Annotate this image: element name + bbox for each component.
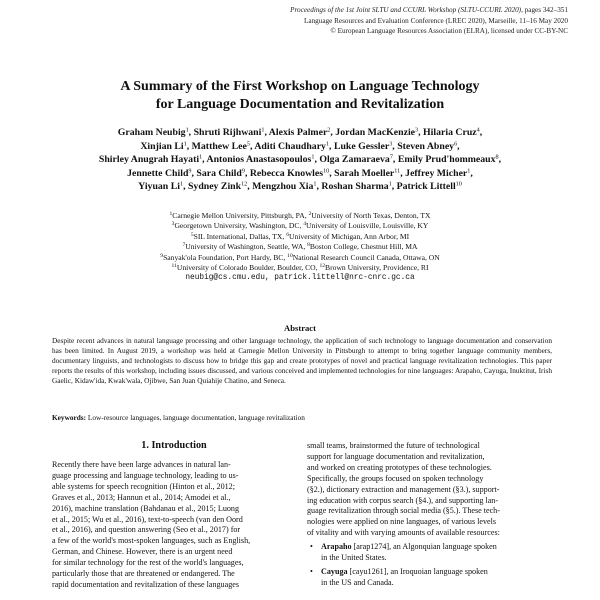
author-line: Yiyuan Li$^1$, Sydney Zink$^{12}$, Mengzhou Xia$^1$, Roshan Sharma$^1$, Patrick Littell$^{10}$ (138, 180, 462, 193)
affiliation-number: 3 (171, 221, 175, 228)
introduction-paragraph (52, 460, 296, 591)
affiliation-name: University of Washington, Seattle, WA, (185, 242, 308, 252)
author-name: Matthew Lee (191, 140, 247, 152)
author-affiliation-number: 6 (454, 140, 458, 148)
author-name: Steven Abney (397, 140, 455, 152)
author-affiliation-number: 1 (467, 167, 471, 175)
bullet-line (321, 542, 551, 553)
author-name: Jeffrey Micher (405, 167, 468, 179)
title-line-2: for Language Documentation and Revitalization (155, 97, 445, 112)
author-name: Patrick Littell (396, 181, 456, 193)
affiliation-number: 10 (287, 252, 293, 259)
text-line: small teams, brainstormed the future of technological (307, 441, 480, 450)
affiliation-line (20, 242, 580, 252)
right-column-paragraph (307, 441, 551, 539)
author-line: Shirley Anugrah Hayati$^1$, Antonios Anastasopoulos$^1$, Olga Zamaraeva$^7$, Emily Prud'hommeaux$^8$, (98, 153, 502, 166)
author-affiliation-number: 9 (241, 167, 245, 175)
title-line-1: A Summary of the First Workshop on Language Technology (120, 79, 480, 94)
author-affiliation-number: 12 (241, 180, 248, 188)
affiliation-line (20, 253, 580, 263)
author-name: Sara Child (196, 167, 242, 179)
affiliation-name: University of Louisville, Louisville, KY (306, 221, 429, 231)
affiliations (20, 211, 580, 284)
header-line-1: Proceedings of the 1st Joint SLTU and CCURL Workshop (SLTU-CCURL 2020), pages 342–351 (290, 6, 568, 14)
affiliation-number: 11 (171, 263, 177, 270)
affiliation-number: 9 (160, 252, 164, 259)
affiliation-number: 5 (190, 231, 194, 238)
text-line: a few of the world's most-spoken languages, such as English, (52, 536, 251, 546)
affiliation-line (20, 232, 580, 242)
affiliation-number: 2 (308, 211, 312, 217)
affiliation-name: Brown University, Providence, RI (325, 263, 429, 273)
author-name: Shirley Anugrah Hayati (98, 154, 200, 166)
author-list (20, 126, 580, 194)
author-affiliation-number: 1 (199, 153, 203, 161)
bullet-line: in the US and Canada. (321, 577, 394, 587)
author-affiliation-number: 1 (261, 126, 265, 134)
author-name: Graham Neubig (117, 127, 186, 138)
author-affiliation-number: 1 (179, 180, 184, 188)
language-name: Arapaho (321, 542, 352, 552)
affiliation-number: 12 (319, 263, 326, 270)
affiliation-name: University of North Texas, Denton, TX (311, 211, 431, 220)
author-affiliation-number: 1 (311, 153, 315, 161)
language-bullet (307, 542, 551, 564)
affiliation-name: Georgetown University, Washington, DC, (174, 221, 304, 231)
paper-title (0, 78, 600, 114)
author-line: Graham Neubig$^1$, Shruti Rijhwani$^1$, Alexis Palmer$^2$, Jordan MacKenzie$^3$, Hilaria Cruz$^4$, (117, 126, 483, 138)
affiliation-number: 6 (286, 231, 290, 238)
text-line: Specifically, the groups focused on spoken technology (307, 473, 484, 483)
author-affiliation-number: 9 (188, 167, 192, 175)
affiliation-line (20, 263, 580, 273)
author-name: Jennette Child (127, 167, 189, 179)
author-affiliation-number: 5 (246, 140, 250, 148)
header-line-3: © European Language Resources Association (ELRA), licensed under CC-BY-NC (330, 27, 568, 35)
keywords-label: Keywords: (52, 413, 87, 422)
bullet-line (321, 567, 551, 578)
author-name: Rebecca Knowles (249, 167, 324, 179)
affiliation-name: Sanyak'ola Foundation, Port Hardy, BC, (163, 252, 288, 262)
author-name: Jordan MacKenzie (335, 127, 416, 138)
author-name: Aditi Chaudhary (254, 140, 326, 152)
affiliation-name: University of Michigan, Ann Arbor, MI (289, 231, 410, 241)
author-name: Hilaria Cruz (423, 127, 477, 138)
language-name: Cayuga (321, 566, 348, 576)
email-addresses: neubig@cs.cmu.edu, patrick.littell@nrc-cnrc.gc.ca (185, 274, 415, 283)
author-affiliation-number: 4 (476, 126, 480, 134)
author-affiliation-number: 1 (183, 140, 187, 148)
author-affiliation-number: 1 (313, 180, 317, 188)
affiliation-name: National Research Council Canada, Ottawa, ON (292, 252, 440, 262)
bullet-dot-icon: • (310, 542, 313, 552)
text-line: and worked on creating prototypes of these technologies. (307, 462, 492, 472)
keywords-text: Low-resource languages, language documentation, language revitalization (86, 413, 305, 422)
author-name: Alexis Palmer (268, 127, 328, 138)
text-line: of vitality and with varying amounts of available resources: (307, 528, 500, 538)
author-line: Jennette Child$^9$, Sara Child$^9$, Rebecca Knowles$^{10}$, Sarah Moeller$^{11}$, Jeffrey Micher$^1$, (127, 167, 473, 179)
author-name: Sarah Moeller (334, 167, 395, 179)
text-line: rapid documentation and revitalization of these languages (52, 579, 239, 589)
left-column (52, 440, 296, 591)
affiliation-lines (20, 211, 580, 273)
author-affiliation-number: 1 (185, 126, 189, 134)
author-affiliation-number: 3 (415, 126, 419, 134)
author-affiliation-number: 8 (495, 153, 499, 161)
language-bullet (307, 567, 551, 589)
author-name: Yiyuan Li (138, 181, 180, 193)
proceedings-header (208, 5, 568, 37)
text-line: guage revitalization through social media (§5.). These tech- (307, 506, 500, 516)
author-affiliation-number: 11 (394, 167, 401, 175)
keywords (52, 413, 552, 423)
header-line-2: Language Resources and Evaluation Conference (LREC 2020), Marseille, 11–16 May 2020 (304, 16, 568, 25)
author-name: Shruti Rijhwani (193, 127, 262, 138)
text-line: guage processing and language technology, leading to us- (52, 470, 239, 480)
author-name: Mengzhou Xia (252, 181, 314, 193)
affiliation-name: University of Colorado Boulder, Boulder, CO, (176, 263, 320, 273)
author-affiliation-number: 3 (389, 140, 393, 148)
text-line: ing education with corpus search (§4.), and supporting lan- (307, 495, 499, 505)
author-line: Xinjian Li$^1$, Matthew Lee$^5$, Aditi Chaudhary$^1$, Luke Gessler$^3$, Steven Abney$^6$, (140, 140, 460, 152)
author-name: Olga Zamaraeva (319, 154, 390, 166)
language-bullet-list (307, 542, 551, 589)
text-line: support for language documentation and revitalization, (307, 451, 485, 461)
text-line: particularly those that are threatened or endangered. The (52, 569, 235, 579)
language-description: [cayu1261], an Iroquoian language spoken (347, 566, 488, 576)
text-line: (§2.), dictionary extraction and management (§3.), support- (307, 484, 500, 494)
text-line: Recently there have been large advances in natural lan- (52, 460, 231, 469)
author-affiliation-number: 1 (388, 180, 392, 188)
affiliation-number: 7 (182, 242, 186, 249)
bullet-line: in the United States. (321, 553, 387, 563)
abstract-text: Despite recent advances in natural language processing and other language technology, the application of such technology to language documentation and conservation has been limited. In August 2019, a workshop was held at Carnegie Mellon University in Pittsburgh to attempt to bring together language community members, documentary linguists, and technologists to discuss how to bridge this gap and create prototypes of novel and practical language revitalization technologies. This paper reports the results of this workshop, including issues discussed, and various conceived and implemented technologies for nine languages: Arapaho, Cayuga, Inuktitut, Irish Gaelic, Kidaw'ida, Kwak'wala, Ojibwe, San Juan Quiahije Chatino, and Seneca. (52, 336, 552, 385)
affiliation-name: Boston College, Chestnut Hill, MA (309, 242, 418, 252)
affiliation-line (20, 221, 580, 231)
author-name: Luke Gessler (333, 140, 390, 152)
author-name: Xinjian Li (140, 140, 184, 152)
author-affiliation-number: 2 (327, 126, 331, 134)
author-name: Sydney Zink (187, 181, 242, 193)
author-affiliation-number: 10 (455, 180, 462, 188)
text-line: Graves et al., 2013; Hannun et al., 2014; Amodei et al., (52, 492, 231, 502)
author-affiliation-number: 1 (325, 140, 330, 148)
affiliation-number: 1 (169, 211, 173, 217)
affiliation-number: 8 (307, 242, 310, 249)
affiliation-number: 4 (303, 221, 306, 228)
text-line: able systems for speech recognition (Hinton et al., 2012; (52, 481, 235, 491)
text-line: German, and Chinese. However, there is an urgent need (52, 547, 233, 557)
text-line: for similar technology for the rest of the world's languages, (52, 558, 244, 568)
affiliation-name: Carnegie Mellon University, Pittsburgh, PA, (172, 211, 309, 220)
affiliation-name: SIL International, Dallas, TX, (193, 231, 287, 241)
author-affiliation-number: 10 (323, 167, 330, 175)
author-name: Emily Prud'hommeaux (397, 154, 496, 166)
bullet-dot-icon: • (310, 566, 313, 576)
text-line: 2016), machine translation (Bahdanau et al., 2015; Luong (52, 503, 240, 513)
author-name: Antonios Anastasopoulos (206, 154, 312, 166)
author-name: Roshan Sharma (321, 181, 389, 193)
text-line: et al., 2016), and question answering (Seo et al., 2017) for (52, 525, 241, 535)
language-description: [arap1274], an Algonquian language spoken (351, 542, 497, 552)
author-affiliation-number: 7 (389, 153, 393, 161)
abstract-heading: Abstract (284, 323, 316, 333)
right-column (307, 441, 551, 589)
text-line: et al., 2015; Wu et al., 2016), text-to-speech (van den Oord (52, 514, 243, 524)
section-heading-introduction: 1. Introduction (141, 440, 207, 451)
affiliation-line (20, 211, 580, 221)
text-line: nologies were applied on nine languages, of various levels (307, 517, 497, 527)
